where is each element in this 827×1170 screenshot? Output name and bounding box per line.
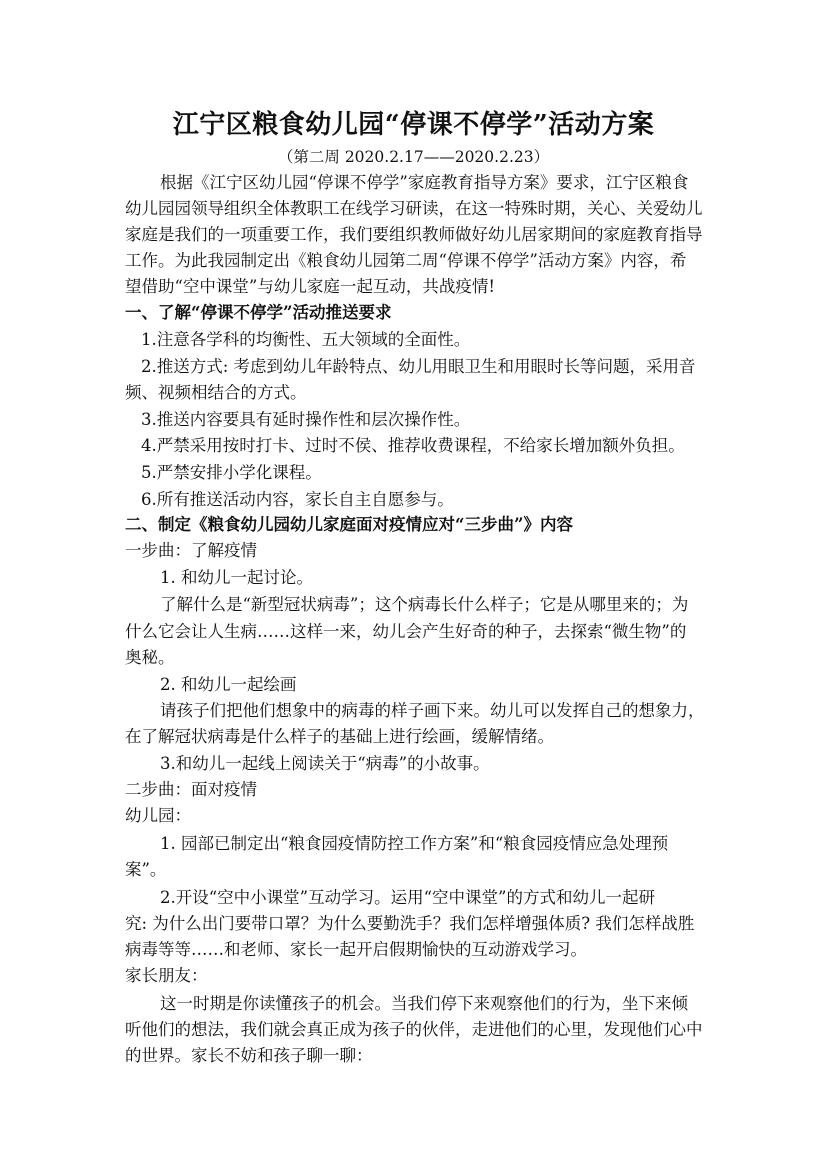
document-title: 江宁区粮食幼儿园“停课不停学”活动方案 [172,110,655,140]
step-paragraph: 在了解冠状病毒是什么样子的基础上进行绘画，缓解情绪。 [125,727,554,746]
list-item: 频、视频相结合的方式。 [125,383,307,402]
step-paragraph: 了解什么是“新型冠状病毒”；这个病毒长什么样子；它是从哪里来的；为 [160,595,689,614]
step-item: 2.开设“空中小课堂”互动学习。运用“空中课堂”的方式和幼儿一起研 [160,888,655,907]
list-item: 5.严禁安排小学化课程。 [141,463,322,482]
step-paragraph: 奥秘。 [125,648,175,667]
intro-paragraph: 幼儿园园领导组织全体教职工在线学习研读，在这一特殊时期，关心、关爱幼儿 [125,199,703,218]
step-paragraph: 病毒等等……和老师、家长一起开启假期愉快的互动游戏学习。 [125,940,587,959]
kindergarten-label: 幼儿园： [125,806,191,825]
section-heading-2: 二、制定《粮食幼儿园幼儿家庭面对疫情应对“三步曲”》内容 [125,515,573,534]
document-date-range: （第二周 2020.2.17——2020.2.23） [277,148,550,166]
list-item: 6.所有推送活动内容，家长自主自愿参与。 [141,490,454,509]
parents-label: 家长朋友： [125,966,208,985]
intro-paragraph: 根据《江宁区幼儿园“停课不停学”家庭教育指导方案》要求，江宁区粮食 [160,173,689,192]
parents-paragraph: 的世界。家长不妨和孩子聊一聊： [125,1046,373,1065]
intro-paragraph: 家庭是我们的一项重要工作，我们要组织教师做好幼儿居家期间的家庭教育指导 [125,225,703,244]
step-item: 3.和幼儿一起线上阅读关于“病毒”的小故事。 [160,754,490,773]
list-item: 1.注意各学科的均衡性、五大领域的全面性。 [141,330,471,349]
step-paragraph: 究: 为什么出门要带口罩？为什么要勤洗手？我们怎样增强体质? 我们怎样战胜 [125,914,695,933]
list-item: 2.推送方式: 考虑到幼儿年龄特点、幼儿用眼卫生和用眼时长等问题，采用音 [141,357,696,376]
list-item: 4.严禁采用按时打卡、过时不侯、推荐收费课程，不给家长增加额外负担。 [141,436,685,455]
step-item: 1. 和幼儿一起讨论。 [160,568,313,587]
step-heading: 一步曲：了解疫情 [125,541,257,560]
step-item: 1. 园部已制定出“粮食园疫情防控工作方案”和“粮食园疫情应急处理预 [160,834,669,853]
intro-paragraph: 工作。为此我园制定出《粮食幼儿园第二周“停课不停学”活动方案》内容，希 [125,251,687,270]
step-item: 2. 和幼儿一起绘画 [160,675,297,694]
step-paragraph: 什么它会让人生病……这样一来，幼儿会产生好奇的种子，去探索“微生物”的 [125,622,687,641]
step-paragraph: 案”。 [125,860,167,879]
section-heading-1: 一、了解“停课不停学”活动推送要求 [125,303,392,322]
step-paragraph: 请孩子们把他们想象中的病毒的样子画下来。幼儿可以发挥自己的想象力， [160,701,705,720]
parents-paragraph: 听他们的想法，我们就会真正成为孩子的伙伴，走进他们的心里，发现他们心中 [125,1020,703,1039]
parents-paragraph: 这一时期是你读懂孩子的机会。当我们停下来观察他们的行为，坐下来倾 [160,994,688,1013]
step-heading: 二步曲：面对疫情 [125,780,257,799]
intro-paragraph: 望借助“空中课堂”与幼儿家庭一起互动，共战疫情! [125,277,496,296]
list-item: 3.推送内容要具有延时操作性和层次操作性。 [141,410,471,429]
